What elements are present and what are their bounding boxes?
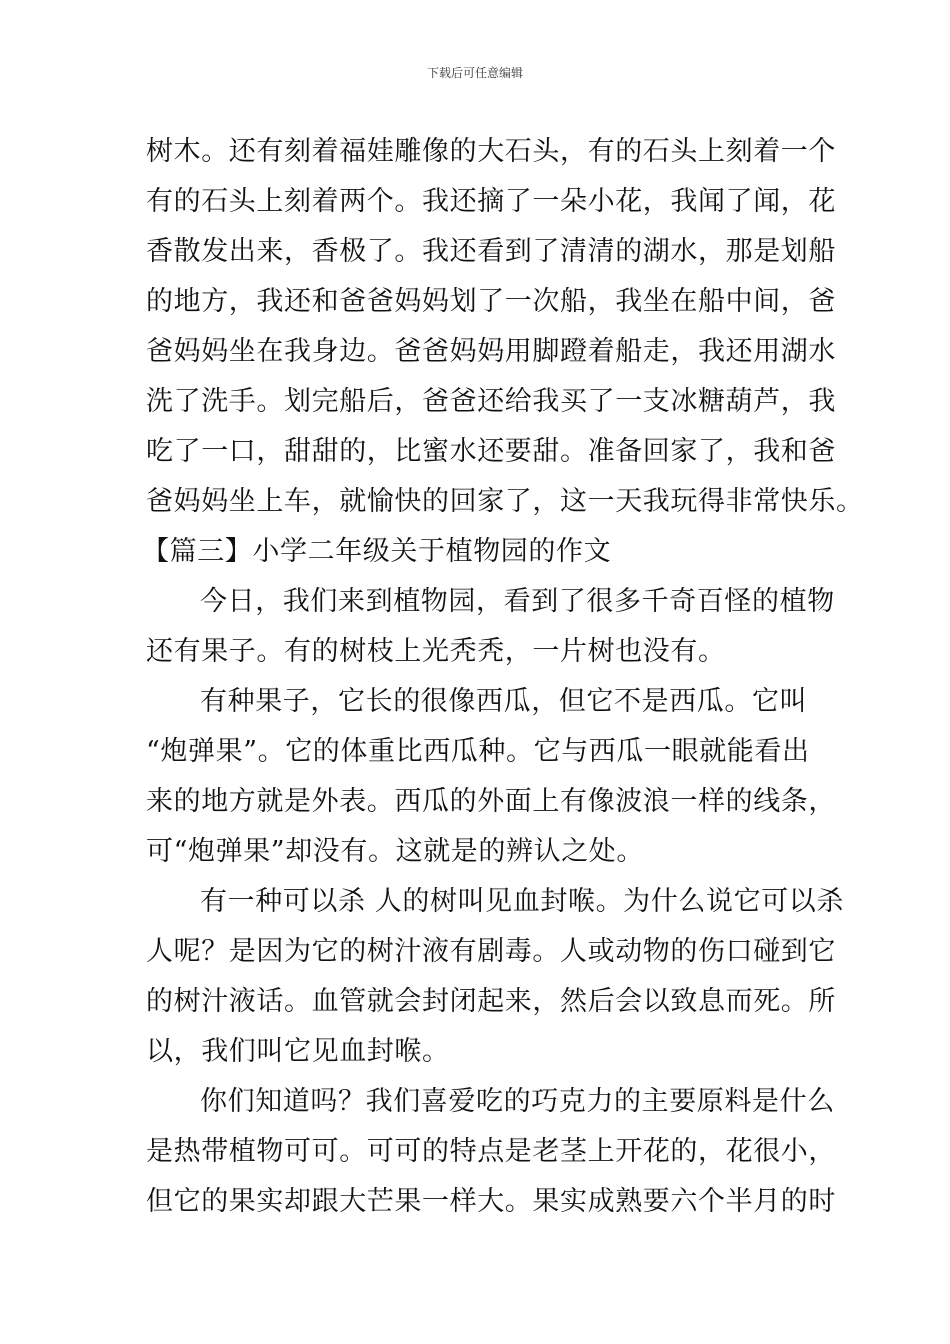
text-line: “炮弹果”。它的体重比西瓜种。它与西瓜一眼就能看出	[146, 736, 810, 767]
text-line: 还有果子。有的树枝上光秃秃，一片树也没有。	[146, 636, 726, 667]
text-line: 有的石头上刻着两个。我还摘了一朵小花，我闻了闻，花	[146, 186, 836, 217]
text-line: 是热带植物可可。可可的特点是老茎上开花的，花很小，	[146, 1136, 836, 1167]
text-line: 的地方，我还和爸爸妈妈划了一次船，我坐在船中间，爸	[146, 286, 836, 317]
text-line: 香散发出来，香极了。我还看到了清清的湖水，那是划船	[146, 236, 836, 267]
page-header-note: 下载后可任意编辑	[426, 66, 523, 80]
document-body	[142, 127, 864, 1227]
text-line: 以，我们叫它见血封喉。	[146, 1036, 450, 1067]
text-line: 吃了一口，甜甜的，比蜜水还要甜。准备回家了，我和爸	[146, 436, 836, 467]
section-heading: 【篇三】小学二年级关于植物园的作文	[142, 536, 612, 567]
text-line: 爸妈妈坐在我身边。爸爸妈妈用脚蹬着船走，我还用湖水	[146, 336, 836, 367]
text-line: 树木。还有刻着福娃雕像的大石头，有的石头上刻着一个	[146, 136, 836, 167]
text-line: 可“炮弹果”却没有。这就是的辨认之处。	[146, 836, 645, 867]
text-line: 洗了洗手。划完船后，爸爸还给我买了一支冰糖葫芦，我	[146, 386, 836, 417]
text-line: 的树汁液话。血管就会封闭起来，然后会以致息而死。所	[146, 986, 836, 1017]
paragraph-first-line: 有种果子，它长的很像西瓜，但它不是西瓜。它叫	[200, 686, 808, 717]
text-line: 爸妈妈坐上车，就愉快的回家了，这一天我玩得非常快乐。	[146, 486, 864, 517]
text-line: 来的地方就是外表。西瓜的外面上有像波浪一样的线条，	[146, 786, 836, 817]
paragraph-first-line: 今日，我们来到植物园，看到了很多千奇百怪的植物	[200, 586, 835, 617]
text-line: 人呢？是因为它的树汁液有剧毒。人或动物的伤口碰到它	[146, 936, 836, 967]
paragraph-first-line: 你们知道吗？我们喜爱吃的巧克力的主要原料是什么	[200, 1086, 835, 1117]
text-line: 但它的果实却跟大芒果一样大。果实成熟要六个半月的时	[146, 1186, 836, 1217]
paragraph-first-line: 有一种可以杀 人的树叫见血封喉。为什么说它可以杀	[200, 886, 844, 917]
